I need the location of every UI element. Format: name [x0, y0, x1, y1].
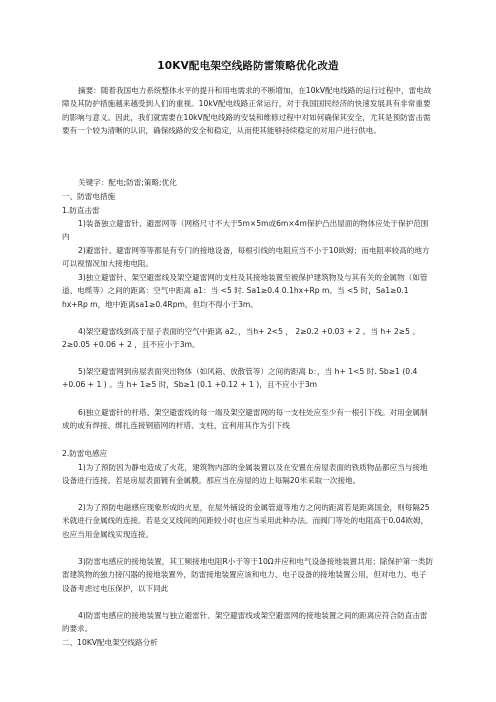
subsection-heading-1: 1.防直击雷: [62, 206, 100, 215]
paragraph-4: 4)架空避雷线到高于屋子表面的空气中距离 a2。，当h+ 2<5 ， 2≥0.2 +0.03 + 2 。当 h+ 2≥5 。 2≥0.05 +0.06 + 2 ，且不应小于3m。: [62, 327, 421, 350]
paragraph-2: 2)避雷针、避雷网等等都是有专门的接地设备，每根引线的电阻应当不小于10欧姆；而电阻率较高的地方可以视情况加大接地电阻。: [62, 246, 430, 269]
keywords-line: 关键字：配电;防雷;策略;优化: [78, 178, 177, 187]
section-heading-1: 一、防雷电措施: [62, 192, 116, 201]
paragraph-3: 3)独立避雷针、架空避雷线及架空避雷网的支柱及其接地装置至被保护建筑物及与其有关的金属物（如管道、电缆等）之间的距离：空气中距离 a1：当 <5 时. Sa1≥0.4 0.1hx+Rp m。当 <5 时，Sa1≥0.1 hx+Rp m，地中距离sa1≥0.4Rpm，但均不得小于3m。: [62, 273, 428, 309]
paragraph-1: 1)装备独立避雷针、避雷网等（网格尺寸不大于5m×5m或6m×4m保护凸出屋面的物体应处于保护范围内: [62, 219, 429, 242]
paragraph-5: 5)架空避雷网到房屋表面突出物体（如风箱、放散管等）之间的距离 b：，当 h+ 1<5 时. Sb≥1 (0.4 +0.06 + 1 ) 。当 h+ 1≥5 时，Sb≥1 (0.1 +0.12 + 1 )，且不应小于3m: [62, 367, 418, 390]
paragraph-8: 2)为了预防电磁感应现象形成的火星，在屋外铺设的金属管道等地方之间的距离若是距离国金，则每隔25米就进行金属线的连接。若是交叉线间的间距较小时也应当采用此种办法。而阀门等处的电阻高于0.04欧姆，也应当用金属线实现连接。: [62, 503, 430, 539]
abstract-paragraph: 摘要：随着我国电力系统整体水平的提升和用电需求的不断增加，在10kV配电线路的运行过程中，雷电故障及其防护措施越来越受到人们的重视。10kV配电线路正常运行，对于我国国民经济的快速发展具有非常重要的影响与意义。因此，我们就需要在10kV配电线路的安装和维修过程中对如何确保其安全，尤其是预防雷击需要有一个较为清晰的认识，确保线路的安全和稳定，从而使其能够持续稳定的对用户进行供电。: [62, 86, 432, 135]
paragraph-7: 1)为了预防因为静电造成了火花，建筑物内部的金属装置以及在安置在房屋表面的铁质物品都应当与接地设备进行连接。若是房屋表面镀有金属膜。那应当在房屋的边上每隔20米采取一次接地。: [62, 463, 428, 486]
paragraph-10: 4)防雷电感应的接地装置与独立避雷针、架空避雷线或架空避雷网的接地装置之间的距离应符合防直击雷的要求。: [62, 611, 428, 634]
document-title: 10KV配电架空线路防雷策略优化改造: [157, 60, 339, 72]
paragraph-6: 6)独立避雷针的杆塔、架空避雷线的每一端及架空避雷网的每一支柱处应至少有一根引下线。对用金属制成的或有焊接、绑扎连接钢筋网的杆塔、支柱，宜利用其作为引下线: [62, 408, 428, 431]
subsection-heading-2: 2.防雷电感应: [62, 449, 108, 458]
paragraph-9: 3)防雷电感应的接地装置，其工频接地电阻R小于等于10Ω并应和电气设备接地装置共用；除保护第一类防雷建筑物的独力接闪器的接地装置外，防雷接地装置应该和电力、电子设备的接地装置公用，但对电力、电子设备考虑过电压保护，以下同此: [62, 557, 434, 593]
section-heading-2: 二、10KV配电架空线路分析: [62, 638, 158, 647]
